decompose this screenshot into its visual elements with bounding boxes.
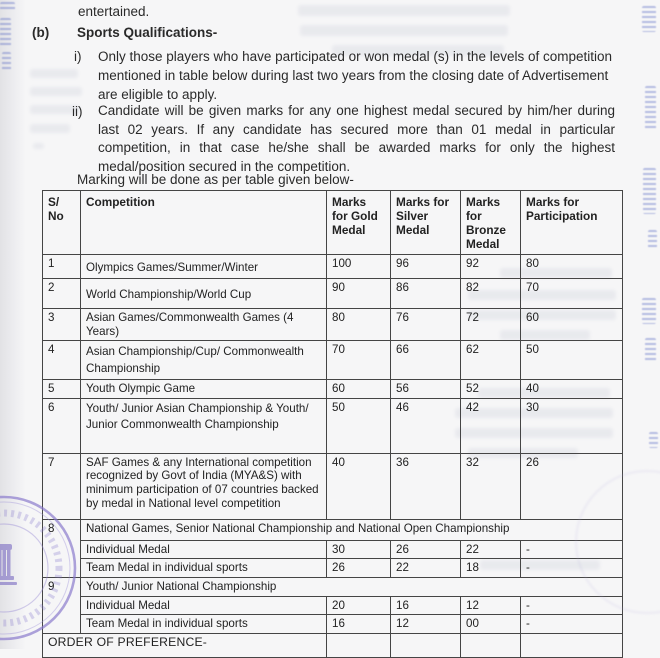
section-label: (b) bbox=[32, 25, 50, 40]
cell-gold: 40 bbox=[327, 453, 391, 519]
edge-ink-artifact bbox=[649, 432, 658, 448]
cell-participation: 26 bbox=[521, 453, 623, 519]
marking-table bbox=[42, 190, 623, 658]
cell-silver: 26 bbox=[391, 540, 461, 559]
table-row bbox=[43, 279, 623, 309]
edge-ink-artifact bbox=[642, 6, 656, 32]
bleed-artifact bbox=[30, 87, 82, 96]
cell-silver: 76 bbox=[391, 309, 461, 341]
cell-bronze: 32 bbox=[461, 453, 521, 519]
bleed-artifact bbox=[33, 143, 44, 149]
intro-line: entertained. bbox=[78, 4, 150, 19]
cell-silver: 12 bbox=[391, 615, 461, 634]
cell-competition: Youth Olympic Game bbox=[81, 380, 327, 399]
cell-competition: Youth/ Junior Asian Championship & Youth/ Junior Commonwealth Championship bbox=[81, 398, 327, 453]
cell-participation: 60 bbox=[521, 309, 623, 341]
cell-sno: 1 bbox=[43, 255, 81, 279]
table-row bbox=[43, 453, 623, 519]
edge-ink-artifact bbox=[642, 298, 656, 324]
cell-competition: Team Medal in individual sports bbox=[81, 615, 327, 634]
cell-bronze: 18 bbox=[461, 559, 521, 578]
cell-sno: 5 bbox=[43, 380, 81, 399]
cell-competition: World Championship/World Cup bbox=[81, 279, 327, 309]
edge-ink-artifact bbox=[0, 2, 15, 12]
cell-silver: 56 bbox=[391, 380, 461, 399]
cell-silver: 66 bbox=[391, 341, 461, 380]
cell-bronze: 62 bbox=[461, 341, 521, 380]
column-header-competition: Competition bbox=[81, 191, 327, 255]
cell-bronze: 72 bbox=[461, 309, 521, 341]
edge-ink-artifact bbox=[643, 168, 656, 214]
cell-bronze: 92 bbox=[461, 255, 521, 279]
cell-gold: 70 bbox=[327, 341, 391, 380]
order-of-preference-heading: ORDER OF PREFERENCE- bbox=[43, 633, 327, 657]
cell-competition: Individual Medal bbox=[81, 596, 327, 615]
cell-gold: 20 bbox=[327, 596, 391, 615]
cell-group-title: National Games, Senior National Championship and National Open Championship bbox=[81, 519, 623, 540]
cell-participation: - bbox=[521, 540, 623, 559]
cell-participation: 30 bbox=[521, 398, 623, 453]
cell-bronze: 00 bbox=[461, 615, 521, 634]
cell-silver: 46 bbox=[391, 398, 461, 453]
table-footer-row bbox=[43, 633, 623, 657]
bleed-artifact bbox=[300, 25, 508, 36]
cell-competition: Asian Championship/Cup/ Commonwealth Championship bbox=[81, 341, 327, 380]
cell-competition: Olympics Games/Summer/Winter bbox=[81, 255, 327, 279]
cell-sno: 3 bbox=[43, 309, 81, 341]
clause-ii-marker: ii) bbox=[72, 104, 83, 119]
cell-bronze: 12 bbox=[461, 596, 521, 615]
cell-empty bbox=[391, 633, 461, 657]
bleed-artifact bbox=[298, 5, 510, 16]
cell-participation: - bbox=[521, 615, 623, 634]
table-row bbox=[43, 255, 623, 279]
cell-competition: Individual Medal bbox=[81, 540, 327, 559]
cell-silver: 22 bbox=[391, 559, 461, 578]
cell-competition: Asian Games/Commonwealth Games (4 Years) bbox=[81, 309, 327, 341]
edge-ink-artifact bbox=[645, 338, 656, 362]
cell-empty bbox=[521, 633, 623, 657]
clause-ii-text: Candidate will be given marks for any one highest medal secured by him/her during last 02 years. If any candidate has secured more than 01 medal in particular competition, in that case he/she shall be awarded marks for only the highest medal/position secured in the competition. bbox=[98, 103, 615, 174]
edge-ink-artifact bbox=[648, 230, 657, 248]
column-header-participation: Marks for Participation bbox=[521, 191, 623, 255]
cell-sno: 2 bbox=[43, 279, 81, 309]
table-group-row bbox=[43, 577, 623, 596]
column-header-gold: Marks for Gold Medal bbox=[327, 191, 391, 255]
cell-gold: 90 bbox=[327, 279, 391, 309]
cell-participation: - bbox=[521, 596, 623, 615]
cell-gold: 30 bbox=[327, 540, 391, 559]
table-header-row bbox=[43, 191, 623, 255]
edge-ink-artifact bbox=[0, 18, 11, 48]
cell-gold: 50 bbox=[327, 398, 391, 453]
cell-gold: 16 bbox=[327, 615, 391, 634]
cell-bronze: 42 bbox=[461, 398, 521, 453]
edge-ink-artifact bbox=[2, 52, 11, 72]
cell-sno: 7 bbox=[43, 453, 81, 519]
cell-bronze: 52 bbox=[461, 380, 521, 399]
table-row bbox=[43, 309, 623, 341]
cell-group-title: Youth/ Junior National Championship bbox=[81, 577, 623, 596]
bleed-artifact bbox=[30, 124, 70, 133]
cell-bronze: 82 bbox=[461, 279, 521, 309]
cell-participation: - bbox=[521, 559, 623, 578]
cell-silver: 86 bbox=[391, 279, 461, 309]
cell-gold: 80 bbox=[327, 309, 391, 341]
cell-sno: 6 bbox=[43, 398, 81, 453]
table-subrow bbox=[43, 596, 623, 615]
cell-silver: 16 bbox=[391, 596, 461, 615]
cell-gold: 60 bbox=[327, 380, 391, 399]
bleed-artifact bbox=[30, 69, 78, 78]
column-header-bronze: Marks for Bronze Medal bbox=[461, 191, 521, 255]
cell-empty bbox=[461, 633, 521, 657]
column-header-sno: S/ No bbox=[43, 191, 81, 255]
table-row bbox=[43, 380, 623, 399]
table-caption: Marking will be done as per table given below- bbox=[77, 172, 354, 187]
cell-silver: 36 bbox=[391, 453, 461, 519]
table-subrow bbox=[43, 559, 623, 578]
cell-sno: 9 bbox=[43, 577, 81, 633]
cell-empty bbox=[327, 633, 391, 657]
table-row bbox=[43, 398, 623, 453]
table-group-row bbox=[43, 519, 623, 540]
cell-competition: SAF Games & any International competition recognized by Govt of India (MYA&S) with minimum participation of 07 countries backed by medal in National level competition bbox=[81, 453, 327, 519]
cell-sno: 8 bbox=[43, 519, 81, 577]
cell-gold: 100 bbox=[327, 255, 391, 279]
cell-participation: 40 bbox=[521, 380, 623, 399]
cell-participation: 70 bbox=[521, 279, 623, 309]
section-title: Sports Qualifications- bbox=[77, 25, 218, 40]
edge-ink-artifact bbox=[645, 86, 656, 130]
table-subrow bbox=[43, 540, 623, 559]
clause-i-text: Only those players who have participated or won medal (s) in the levels of competition mentioned in table below during last two years from the closing date of Advertisement are eligible to apply. bbox=[98, 49, 613, 102]
scan-left-shadow bbox=[0, 0, 26, 649]
cell-competition: Team Medal in individual sports bbox=[81, 559, 327, 578]
table-row bbox=[43, 341, 623, 380]
cell-participation: 50 bbox=[521, 341, 623, 380]
clause-i-marker: i) bbox=[74, 49, 82, 64]
cell-sno: 4 bbox=[43, 341, 81, 380]
cell-silver: 96 bbox=[391, 255, 461, 279]
table-subrow bbox=[43, 615, 623, 634]
column-header-silver: Marks for Silver Medal bbox=[391, 191, 461, 255]
cell-participation: 80 bbox=[521, 255, 623, 279]
cell-bronze: 22 bbox=[461, 540, 521, 559]
cell-gold: 26 bbox=[327, 559, 391, 578]
